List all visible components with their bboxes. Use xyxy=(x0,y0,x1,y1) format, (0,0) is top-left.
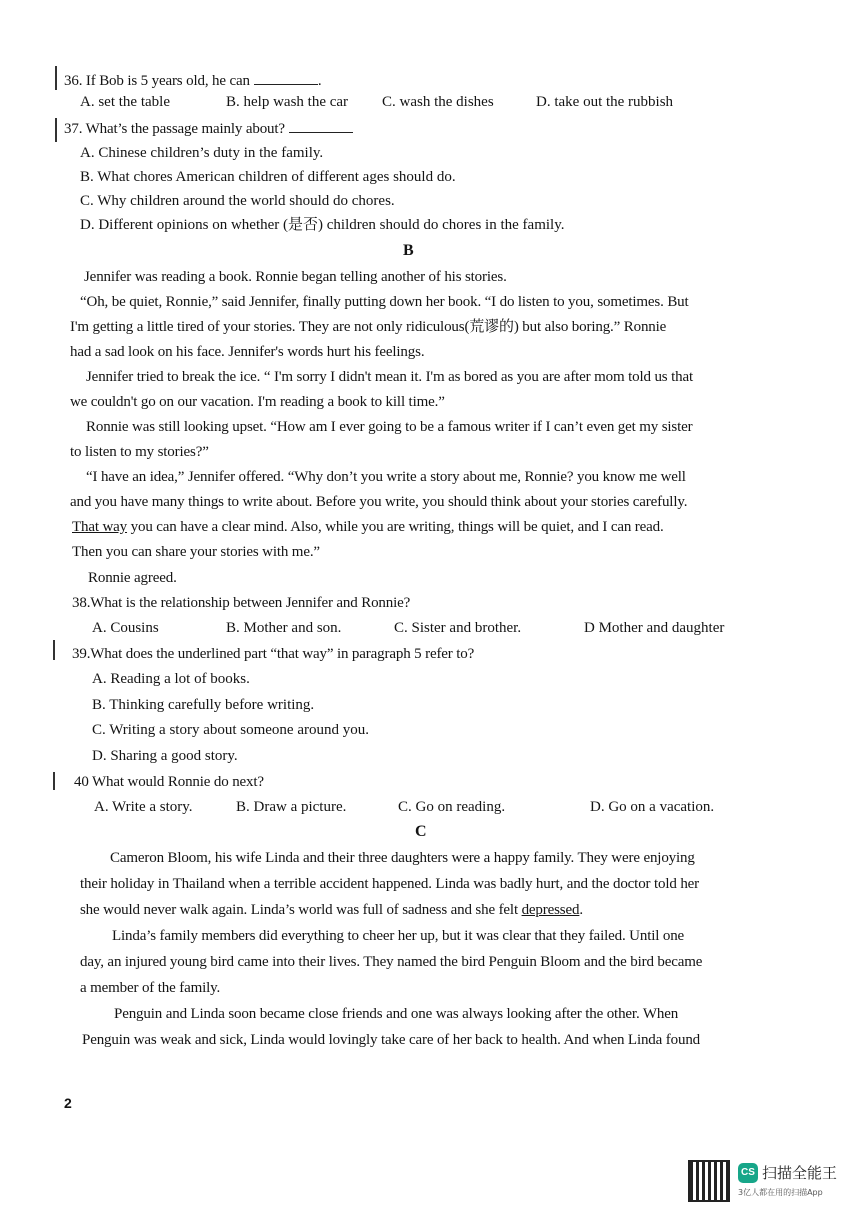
question-36-option-c: C. wash the dishes xyxy=(382,94,494,110)
section-c-line: their holiday in Thailand when a terrible accident happened. Linda was badly hurt, and the doctor told her xyxy=(80,876,700,892)
section-c-line: day, an injured young bird came into their lives. They named the bird Penguin Bloom and the bird became xyxy=(80,954,703,970)
section-b-line: Jennifer was reading a book. Ronnie began telling another of his stories. xyxy=(84,269,507,285)
section-b-line: we couldn't go on our vacation. I'm reading a book to kill time.” xyxy=(70,394,445,410)
section-b-line: to listen to my stories?” xyxy=(70,444,209,460)
section-b-line: and you have many things to write about. Before you write, you should think about your stories carefully. xyxy=(70,494,688,510)
answer-blank xyxy=(254,70,318,85)
section-c-heading: C xyxy=(415,823,427,840)
section-b-heading: B xyxy=(403,242,414,259)
section-c-line: Linda’s family members did everything to cheer her up, but it was clear that they failed. Until one xyxy=(112,928,685,944)
page-number: 2 xyxy=(64,1095,72,1111)
question-38-option-b: B. Mother and son. xyxy=(226,620,342,636)
underlined-that-way: That way xyxy=(72,519,128,535)
section-b-line xyxy=(72,517,664,537)
question-40-stem: 40 What would Ronnie do next? xyxy=(74,774,264,790)
section-c-line: Penguin and Linda soon became close friends and one was always looking after the other. When xyxy=(114,1006,679,1022)
section-b-line: Then you can share your stories with me.” xyxy=(72,544,320,560)
section-b-line: Ronnie agreed. xyxy=(88,570,177,586)
question-40-option-b: B. Draw a picture. xyxy=(236,799,347,815)
section-c-line xyxy=(80,900,583,920)
question-38-option-d: D Mother and daughter xyxy=(584,620,725,636)
question-37-option-b: B. What chores American children of different ages should do. xyxy=(80,169,456,185)
question-36-text: 36. If Bob is 5 years old, he can xyxy=(64,73,250,89)
question-36-end: . xyxy=(317,73,322,89)
question-36-option-a: A. set the table xyxy=(80,94,170,110)
question-40-option-c: C. Go on reading. xyxy=(398,799,506,815)
question-39-option-c: C. Writing a story about someone around you. xyxy=(92,722,369,738)
section-c-line: a member of the family. xyxy=(80,980,221,996)
scanner-watermark xyxy=(688,1160,848,1204)
qr-code-icon xyxy=(688,1160,730,1202)
question-37-stem xyxy=(64,118,353,139)
watermark-subtitle: 3亿人都在用的扫描App xyxy=(738,1188,823,1197)
section-c-line-text: she would never walk again. Linda’s world was full of sadness and she felt xyxy=(80,902,522,918)
section-b-line: Ronnie was still looking upset. “How am I ever going to be a famous writer if I can’t even get my sister xyxy=(86,419,693,435)
underlined-depressed: depressed xyxy=(521,902,580,918)
margin-bracket xyxy=(55,118,57,142)
watermark-title: 扫描全能王 xyxy=(762,1164,838,1182)
question-38-option-a: A. Cousins xyxy=(92,620,159,636)
section-b-line: “Oh, be quiet, Ronnie,” said Jennifer, finally putting down her book. “I do listen to you, sometimes. But xyxy=(80,294,689,310)
question-39-stem: 39.What does the underlined part “that way” in paragraph 5 refer to? xyxy=(72,646,475,662)
question-39-option-a: A. Reading a lot of books. xyxy=(92,671,250,687)
camscanner-logo-icon: CS xyxy=(738,1163,758,1183)
question-36-option-d: D. take out the rubbish xyxy=(536,94,674,110)
section-b-line-rest: you can have a clear mind. Also, while you are writing, things will be quiet, and I can read. xyxy=(127,519,664,535)
question-39-option-b: B. Thinking carefully before writing. xyxy=(92,697,315,713)
section-c-line: Cameron Bloom, his wife Linda and their three daughters were a happy family. They were enjoying xyxy=(110,850,695,866)
section-b-line: “I have an idea,” Jennifer offered. “Why don’t you write a story about me, Ronnie? you know me well xyxy=(86,469,686,485)
question-39-option-d: D. Sharing a good story. xyxy=(92,748,238,764)
section-c-line: Penguin was weak and sick, Linda would lovingly take care of her back to health. And when Linda found xyxy=(82,1032,701,1048)
section-b-line: had a sad look on his face. Jennifer's words hurt his feelings. xyxy=(70,344,425,360)
answer-blank xyxy=(289,118,353,133)
section-c-line-end: . xyxy=(579,902,583,918)
question-40-option-d: D. Go on a vacation. xyxy=(590,799,715,815)
margin-bracket xyxy=(53,772,55,790)
question-38-option-c: C. Sister and brother. xyxy=(394,620,522,636)
question-37-option-a: A. Chinese children’s duty in the family. xyxy=(80,145,324,161)
margin-bracket xyxy=(53,640,55,660)
question-37-option-c: C. Why children around the world should do chores. xyxy=(80,193,395,209)
question-37-text: 37. What’s the passage mainly about? xyxy=(64,121,285,137)
question-38-stem: 38.What is the relationship between Jennifer and Ronnie? xyxy=(72,595,411,611)
question-37-option-d: D. Different opinions on whether (是否) children should do chores in the family. xyxy=(80,217,565,233)
margin-bracket xyxy=(55,66,57,90)
section-b-line: I'm getting a little tired of your stories. They are not only ridiculous(荒谬的) but also boring.” Ronnie xyxy=(70,319,667,335)
question-36-stem xyxy=(64,70,321,91)
question-40-option-a: A. Write a story. xyxy=(94,799,193,815)
section-b-line: Jennifer tried to break the ice. “ I'm sorry I didn't mean it. I'm as bored as you are after mom told us that xyxy=(86,369,693,385)
question-36-option-b: B. help wash the car xyxy=(226,94,349,110)
